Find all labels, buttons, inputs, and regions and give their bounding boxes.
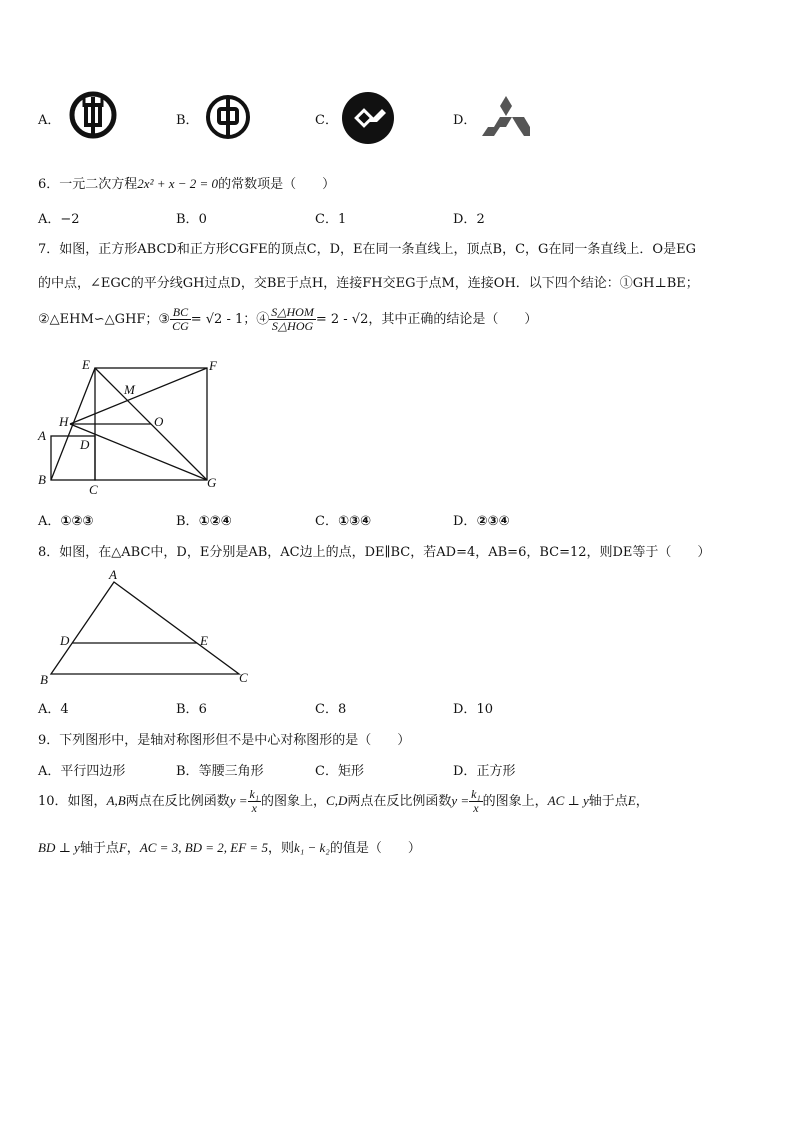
- q10-line-2: BD ⊥ y轴于点F，AC = 3, BD = 2, EF = 5，则k₁ − k₂的值是（ ）: [38, 840, 421, 856]
- label-d: D: [60, 633, 70, 648]
- line-hf: [70, 368, 207, 424]
- q8-figure: [34, 564, 254, 690]
- q7-option-c: C．①③④: [315, 514, 371, 529]
- q7-line-2: 的中点，∠EGC的平分线GH过点D，交BE于点H，连接FH交EG于点M，连接OH．以下四个结论：①GH⊥BE；: [38, 276, 699, 291]
- label-c: C: [89, 482, 98, 497]
- label-h: H: [59, 414, 69, 429]
- q8-option-d: D．10: [453, 702, 493, 717]
- q7-option-d: D．②③④: [453, 514, 510, 529]
- q10-line-1: 10．如图，A,B两点在反比例函数y = $\frac{\text{k₁}}{x}$ 的图象上，C,D两点在反比例函数y = $\frac{\text{k₁}}{x}$ 的图象上，AC ⊥ y轴于点E，: [38, 787, 649, 815]
- line-hg: [70, 424, 207, 480]
- label-a: A: [38, 428, 46, 443]
- q5-option-c-letter: C．: [315, 113, 338, 128]
- q5-option-a-letter: A．: [38, 113, 61, 128]
- label-b: B: [38, 472, 46, 487]
- q7-option-a: A．①②③: [38, 514, 94, 529]
- q6-stem: [38, 173, 335, 192]
- label-c: C: [239, 670, 248, 685]
- triangle-abc: [51, 582, 239, 674]
- construction-bank-logo-icon: [341, 91, 397, 145]
- label-e: E: [200, 633, 208, 648]
- q6-option-c: C．1: [315, 212, 347, 227]
- q7-option-b: B．①②④: [176, 514, 232, 529]
- label-m: M: [124, 382, 135, 397]
- q6-number: 6．: [38, 177, 60, 192]
- q5-option-d-letter: D．: [453, 113, 477, 128]
- q6-equation: 2x² + x − 2 = 0: [137, 176, 219, 191]
- q7-line-1: 7．如图，正方形ABCD和正方形CGFE的顶点C，D，E在同一条直线上，顶点B，C，G在同一条直线上．O是EG: [38, 242, 696, 257]
- label-o: O: [154, 414, 164, 429]
- q8-option-b: B．6: [176, 702, 207, 717]
- q6-stem-after: 的常数项是（ ）: [218, 177, 336, 192]
- q9-option-b: B．等腰三角形: [176, 764, 264, 779]
- q5-option-b-letter: B．: [176, 113, 199, 128]
- q10-fraction-2: $\frac{\text{k₁}}{x}$: [471, 787, 481, 815]
- q6-option-d: D．2: [453, 212, 485, 227]
- label-f: F: [209, 358, 217, 373]
- q8-stem: 8．如图，在△ABC中，D，E分别是AB，AC边上的点，DE∥BC，若AD=4，AB=6，BC=12，则DE等于（ ）: [38, 545, 711, 560]
- q6-option-a: A．−2: [38, 212, 80, 227]
- q7-fraction-bc-cg: $\frac{BC}{CG}$: [172, 305, 189, 333]
- label-d: D: [80, 437, 90, 452]
- q10-fraction-1: $\frac{\text{k₁}}{x}$: [249, 787, 260, 815]
- mitsubishi-logo-icon: [481, 95, 531, 137]
- label-b: B: [40, 672, 48, 687]
- q9-option-d: D．正方形: [453, 764, 516, 779]
- q7-figure: [30, 358, 230, 498]
- q9-option-c: C．矩形: [315, 764, 364, 779]
- q9-stem: 9．下列图形中，是轴对称图形但不是中心对称图形的是（ ）: [38, 733, 411, 748]
- q8-option-c: C．8: [315, 702, 347, 717]
- label-g: G: [207, 475, 217, 490]
- q9-option-a: A．平行四边形: [38, 764, 126, 779]
- q8-option-a: A．4: [38, 702, 69, 717]
- q7-line-3: ②△EHM∽△GHF；③ $\frac{BC}{CG}$ = √2 - 1；④ $\frac{\text{S△HOM}}{\text{S△HOG}}$ = 2 - √2，其中正确的结论是（ ）: [38, 305, 538, 333]
- label-e: E: [82, 358, 90, 372]
- q6-stem-before: 一元二次方程: [59, 177, 138, 192]
- label-a: A: [109, 567, 117, 582]
- q7-fraction-area-ratio: $\frac{\text{S△HOM}}{\text{S△HOG}}$: [271, 305, 314, 333]
- bank-of-china-logo-icon: [204, 93, 252, 141]
- icbc-logo-icon: [67, 89, 119, 141]
- q6-option-b: B．0: [176, 212, 207, 227]
